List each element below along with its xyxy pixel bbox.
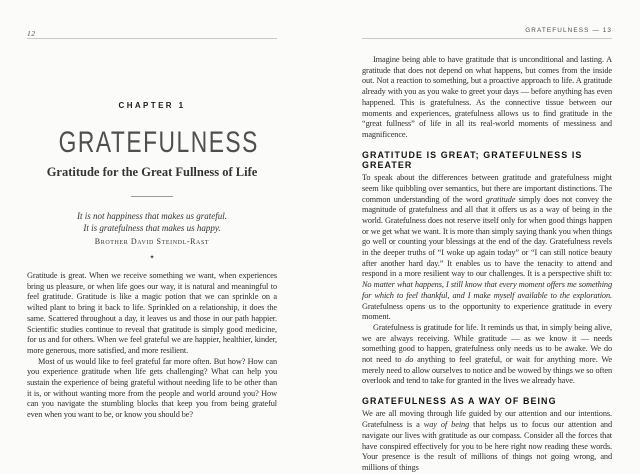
- right-head-rule: [362, 38, 612, 39]
- epigraph-line: It is not happiness that makes us grateful.: [77, 211, 227, 221]
- epigraph-divider: [131, 196, 173, 197]
- right-running-head-row: [362, 23, 612, 35]
- body-paragraph: Gratefulness is gratitude for life. It reminds us that, in simply being alive, we are always receiving. While gratitude — as we know it — needs something good to happen, gratefulness only needs us to be awake. We do not need to do anything to feel grateful, or wait for anything more. We merely need to allow ourselves to notice and be wowed by things we so often overlook and tend to take for granted in the lives we already have.: [362, 322, 612, 386]
- section-heading: GRATEFULNESS AS A WAY OF BEING: [362, 396, 557, 407]
- body-paragraph: Imagine being able to have gratitude that is unconditional and lasting. A gratitude that does not depend on what happens, but comes from the inside out. Not a reaction to something, but a proactive approach to life. A gratitude already with you as you wake to greet your days — before anything has even happened. This is gratefulness. As the connective tissue between our moments and experiences, gratefulness allows us to find gratitude in the “great fullness” of life in all its real-world moments of messiness and magnificence.: [362, 55, 612, 139]
- left-head-rule: [27, 38, 277, 39]
- body-paragraph: Gratitude is great. When we receive something we want, when experiences bring us pleasure, or when life goes our way, it is natural and meaningful to feel gratitude. Gratitude is like a magic potion that we can sprinkle on a wilted plant to bring it back to life. Sprinkled on a relationship, it does the same. Scattered throughout a day, it leaves us and those in our path happier. Scientific studies continue to reveal that gratitude is simply good medicine, for us and for others. When we feel grateful we are happier, healthier, kinder, more generous, more satisfied, and more resilient.: [27, 271, 277, 355]
- right-page-body: [362, 55, 612, 474]
- chapter-title-wrap: [27, 128, 277, 158]
- body-paragraph: To speak about the differences between gratitude and gratefulness might seem like quibbling over semantics, but there are important distinctions. The common understanding of the word gratitude simply does not convey the magnitude of gratefulness and all that it offers us as a way of being in the world. Gratefulness does not reserve itself only for when good things happen or we get what we want. It is more than simply saying thank you when things go well or counting your blessings at the end of the day. Gratefulness revels in the deeper truths of “I woke up again today” or “I can still notice beauty after another hard day.” It enables us to have the tenacity to attend and respond in a more resilient way to our challenges. It is a perspective shift to: No matter what happens, I still know that every moment offers me something for which to feel thankful, and I make myself available to the exploration. Gratefulness opens us to the opportunity to experience gratitude in every moment.: [362, 173, 613, 322]
- section-heading: GRATITUDE IS GREAT; GRATEFULNESS IS GREATER: [362, 149, 583, 170]
- right-page: [320, 0, 640, 473]
- left-page-body: [27, 271, 277, 421]
- epigraph: [27, 210, 277, 234]
- body-paragraph: We are all moving through life guided by our attention and our intentions. Gratefulness is a way of being that helps us to focus our attention and navigate our lives with gratitude as our compass. Consider all the forces that have conspired effectively for you to be here right now reading these words. Your presence is the result of millions of things not going wrong, and millions of things: [362, 409, 612, 472]
- body-paragraph: Most of us would like to feel grateful far more often. But how? How can you experience gratitude when life gets challenging? What can help you sustain the experience of being grateful without needing life to be other than it is, or without wanting more from the people and world around you? How can you navigate the stumbling blocks that keep you from being grateful even when you want to be, or know you should be?: [27, 356, 277, 420]
- section-ornament-icon: ✦: [149, 255, 155, 261]
- chapter-subtitle: Gratitude for the Great Fullness of Life: [46, 165, 258, 179]
- epigraph-attribution: Brother David Steindl-Rast: [94, 237, 210, 246]
- chapter-title: GRATEFULNESS: [58, 126, 259, 159]
- epigraph-line: It is gratefulness that makes us happy.: [83, 223, 221, 233]
- chapter-label: CHAPTER 1: [118, 101, 186, 110]
- left-running-head: [27, 23, 277, 38]
- right-running-head: GRATEFULNESS — 13: [525, 27, 612, 34]
- left-page: [0, 0, 320, 473]
- left-page-number: 12: [27, 29, 36, 38]
